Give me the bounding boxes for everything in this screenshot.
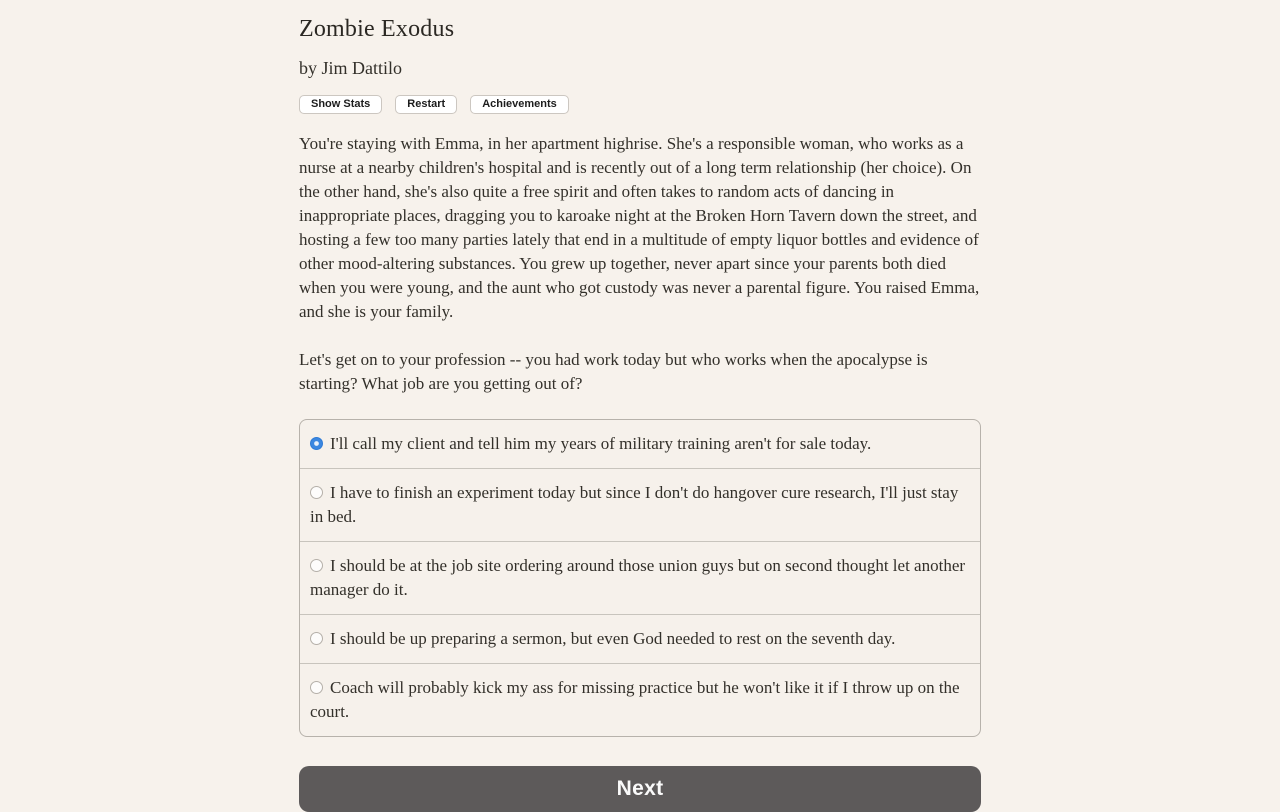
choice-option-label-wrap[interactable] — [310, 627, 968, 651]
choice-option[interactable] — [300, 468, 980, 541]
choice-label: I'll call my client and tell him my years of military training aren't for sale today. — [330, 434, 872, 453]
game-author: by Jim Dattilo — [299, 58, 402, 78]
choice-option[interactable] — [300, 614, 980, 663]
choice-radio[interactable] — [310, 681, 323, 694]
restart-button[interactable]: Restart — [395, 95, 457, 114]
next-button[interactable]: Next — [299, 766, 981, 812]
choice-radio[interactable] — [310, 632, 323, 645]
choice-option-label-wrap[interactable] — [310, 554, 968, 602]
story-paragraph: You're staying with Emma, in her apartment highrise. She's a responsible woman, who works as a nurse at a nearby children's hospital and is recently out of a long term relationship (her choice). On the other hand, she's also quite a free spirit and often takes to random acts of dancing in inappropriate places, dragging you to karoake night at the Broken Horn Tavern down the street, and hosting a few too many parties lately that end in a multitude of empty liquor bottles and evidence of other mood-altering substances. You grew up together, never apart since your parents both died when you were young, and the aunt who got custody was never a parental figure. You raised Emma, and she is your family. — [299, 134, 980, 321]
story-paragraph: Let's get on to your profession -- you had work today but who works when the apocalypse is starting? What job are you getting out of? — [299, 350, 928, 393]
choice-label: Coach will probably kick my ass for missing practice but he won't like it if I throw up on the court. — [310, 678, 960, 721]
choice-label: I have to finish an experiment today but since I don't do hangover cure research, I'll just stay in bed. — [310, 483, 959, 526]
story-text — [299, 132, 981, 396]
choice-label: I should be at the job site ordering around those union guys but on second thought let another manager do it. — [310, 556, 966, 599]
choice-option[interactable] — [300, 663, 980, 736]
choice-radio[interactable] — [310, 559, 323, 572]
choice-option-label-wrap[interactable] — [310, 676, 968, 724]
choice-option[interactable] — [300, 541, 980, 614]
choice-radio[interactable] — [310, 486, 323, 499]
choice-label: I should be up preparing a sermon, but even God needed to rest on the seventh day. — [330, 629, 896, 648]
toolbar — [299, 95, 981, 114]
choice-list — [299, 419, 981, 737]
choice-option[interactable] — [300, 420, 980, 468]
choice-option-label-wrap[interactable] — [310, 481, 968, 529]
show-stats-button[interactable]: Show Stats — [299, 95, 382, 114]
choice-radio[interactable] — [310, 437, 323, 450]
story-page — [299, 0, 981, 812]
game-title: Zombie Exodus — [299, 16, 455, 42]
achievements-button[interactable]: Achievements — [470, 95, 569, 114]
choice-option-label-wrap[interactable] — [310, 432, 968, 456]
